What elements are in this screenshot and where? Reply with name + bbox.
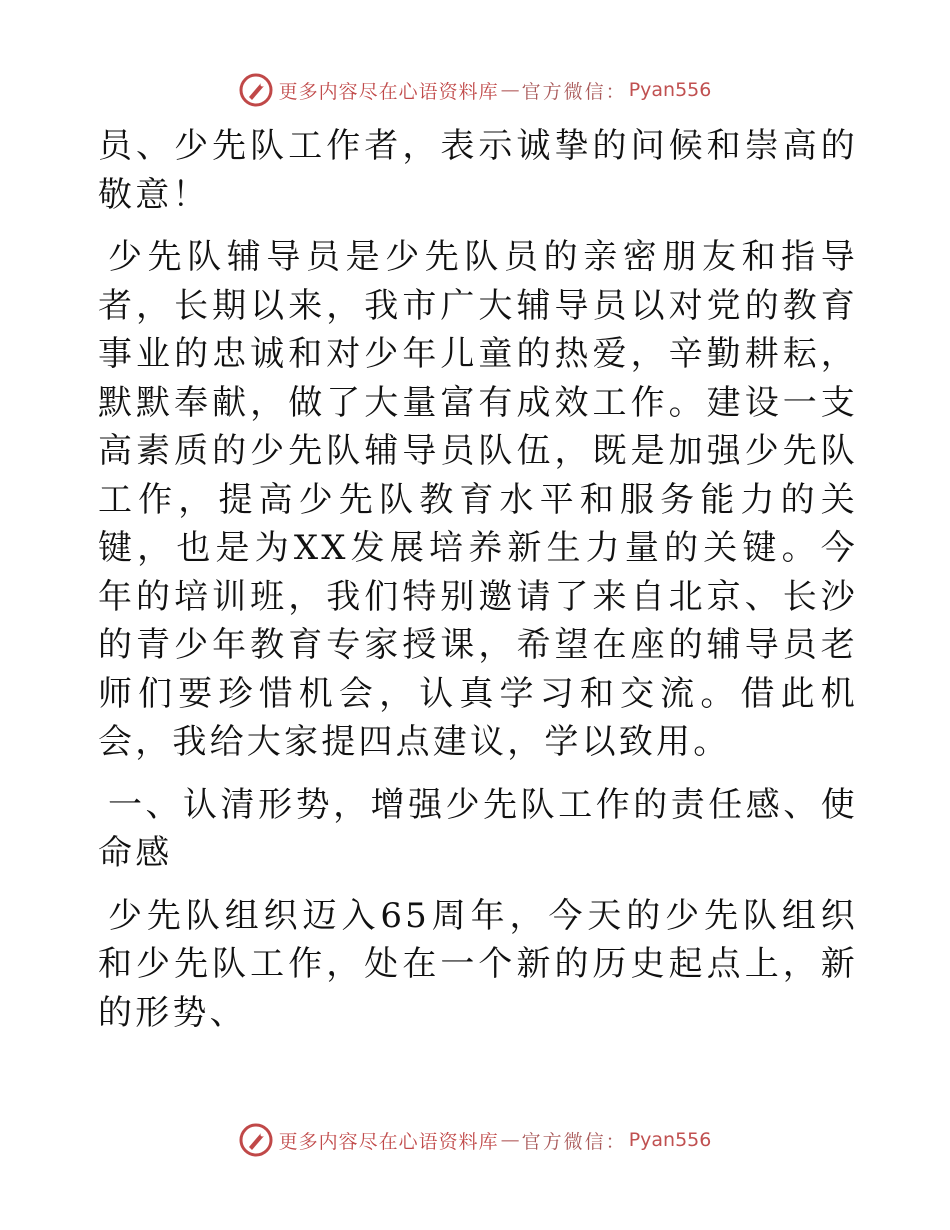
header-watermark (0, 70, 950, 110)
watermark-wechat-id: Pyan556 (628, 1129, 712, 1151)
watermark-wechat-id: Pyan556 (628, 79, 712, 101)
pen-nib-logo-icon (239, 73, 273, 107)
pen-nib-logo-icon (239, 1123, 273, 1157)
paragraph-2: 少先队辅导员是少先队员的亲密朋友和指导者，长期以来，我市广大辅导员以对党的教育事业的忠诚和对少年儿童的热爱，辛勤耕耘，默默奉献，做了大量富有成效工作。建设一支高素质的少先队辅导员队伍，既是加强少先队工作，提高少先队教育水平和服务能力的关键，也是为XX发展培养新生力量的关键。今年的培训班，我们特别邀请了来自北京、长沙的青少年教育专家授课，希望在座的辅导员老师们要珍惜机会，认真学习和交流。借此机会，我给大家提四点建议，学以致用。 (98, 237, 858, 762)
watermark-dash: — (500, 1129, 520, 1151)
watermark-official-label: 官方微信： (521, 1130, 627, 1153)
paragraph-3: 少先队组织迈入65周年，今天的少先队组织和少先队工作，处在一个新的历史起点上，新的形势、 (98, 895, 858, 1033)
footer-watermark (0, 1120, 950, 1160)
document-body (98, 122, 858, 1051)
section-heading-1: 一、认清形势，增强少先队工作的责任感、使命感 (98, 784, 858, 873)
watermark-dash: — (500, 79, 520, 101)
watermark-brand: 更多内容尽在心语资料库 (278, 80, 499, 103)
watermark-brand: 更多内容尽在心语资料库 (278, 1130, 499, 1153)
paragraph-1: 员、少先队工作者，表示诚挚的问候和崇高的敬意！ (98, 126, 858, 215)
watermark-official-label: 官方微信： (521, 80, 627, 103)
